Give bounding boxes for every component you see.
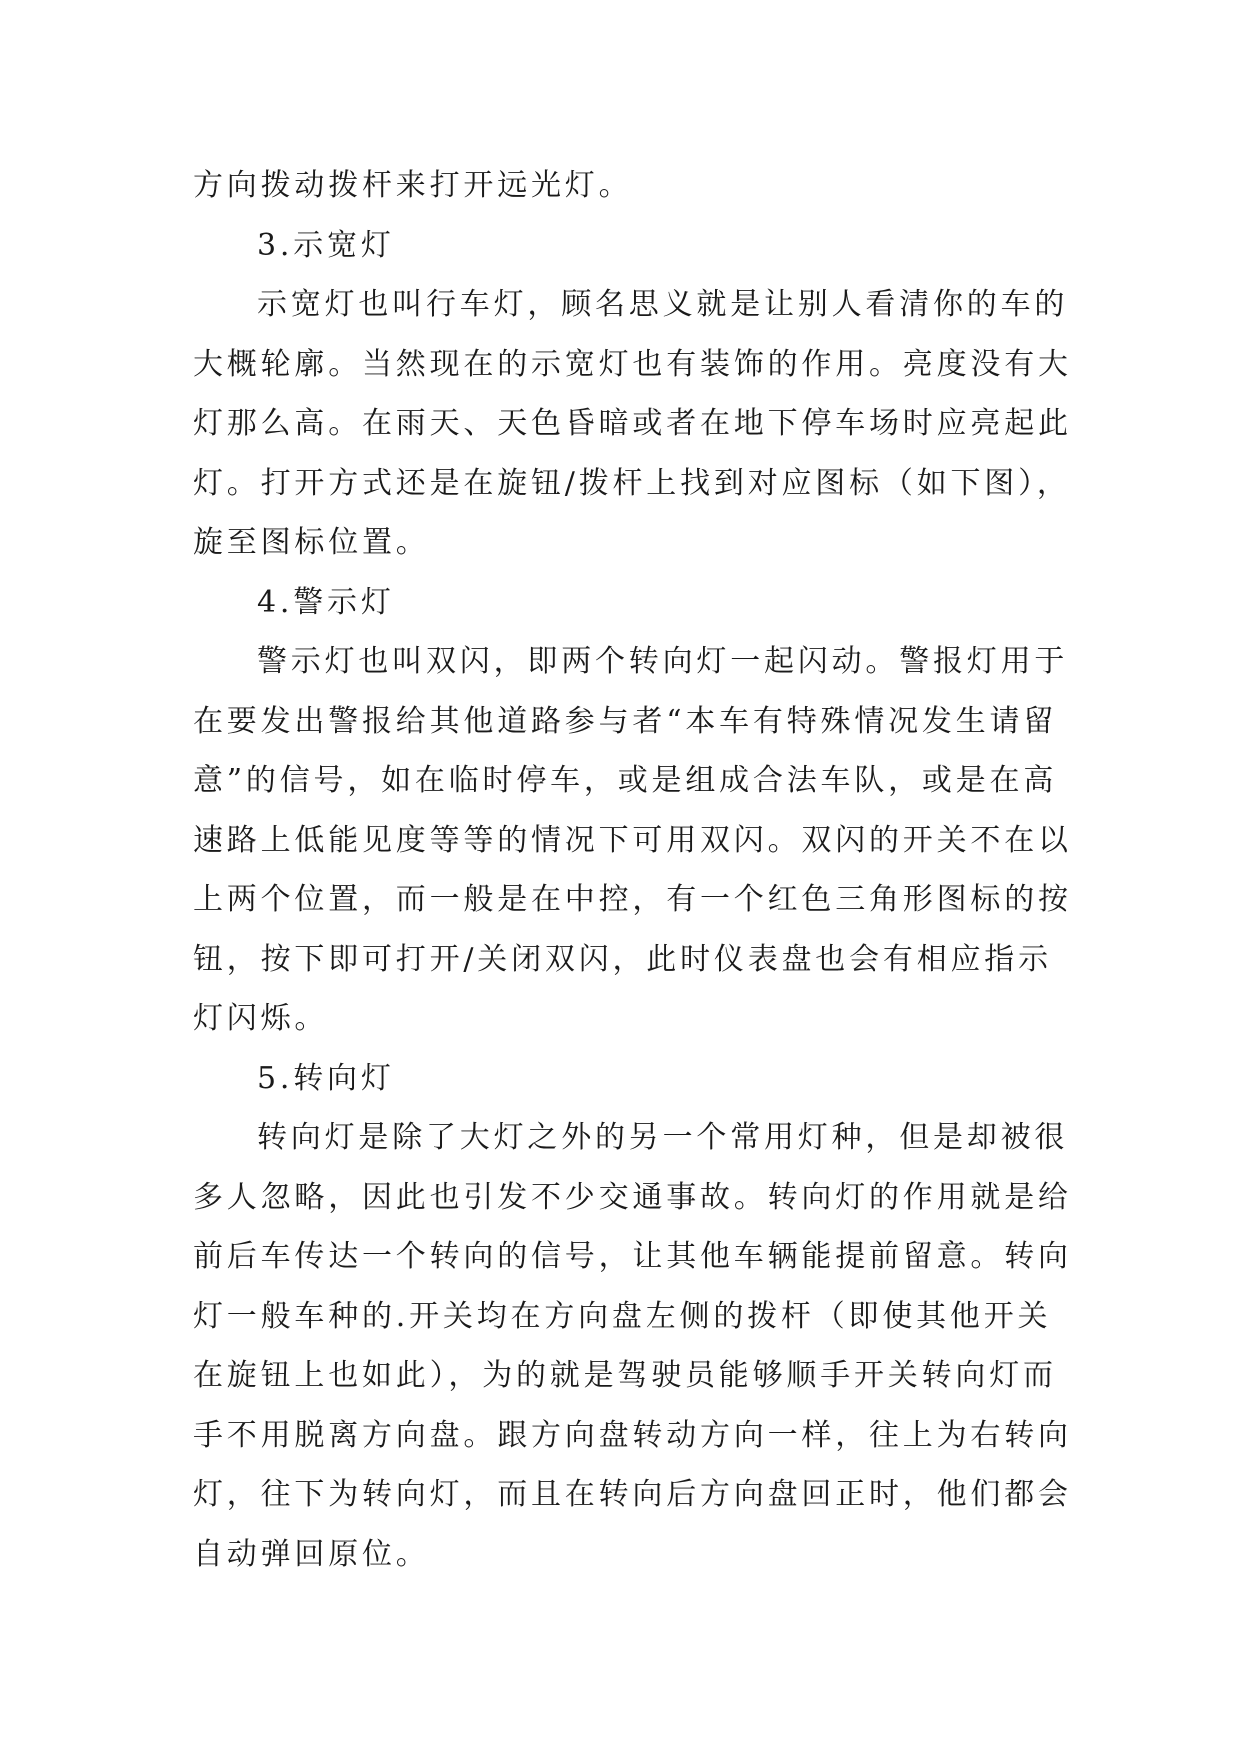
text-line: 在旋钮上也如此），为的就是驾驶员能够顺手开关转向灯而 xyxy=(193,1358,1057,1393)
section-heading-turn-signals: 5.转向灯 xyxy=(257,1060,395,1096)
text-line: 大概轮廓。当然现在的示宽灯也有装饰的作用。亮度没有大 xyxy=(193,346,1072,382)
text-line: 灯，往下为转向灯，而且在转向后方向盘回正时，他们都会 xyxy=(193,1477,1072,1512)
text-line: 意”的信号，如在临时停车，或是组成合法车队，或是在高 xyxy=(193,763,1058,798)
text-line: 速路上低能见度等等的情况下可用双闪。双闪的开关不在以 xyxy=(193,822,1072,858)
text-line: 转向灯是除了大灯之外的另一个常用灯种，但是却被很 xyxy=(257,1120,1069,1155)
section-heading-hazard-lights: 4.警示灯 xyxy=(257,584,395,620)
text-line: 旋至图标位置。 xyxy=(193,525,430,560)
text-line: 示宽灯也叫行车灯，顾名思义就是让别人看清你的车的 xyxy=(257,287,1069,322)
text-line: 前后车传达一个转向的信号，让其他车辆能提前留意。转向 xyxy=(193,1239,1072,1274)
text-line: 灯一般车种的.开关均在方向盘左侧的拨杆（即使其他开关 xyxy=(193,1298,1052,1334)
text-line: 在要发出警报给其他道路参与者“本车有特殊情况发生请留 xyxy=(193,703,1058,739)
text-line: 多人忽略，因此也引发不少交通事故。转向灯的作用就是给 xyxy=(193,1179,1072,1215)
text-line: 灯。打开方式还是在旋钮/拨杆上找到对应图标（如下图）， xyxy=(193,465,1071,501)
section-heading-position-lights: 3.示宽灯 xyxy=(257,227,395,263)
text-line: 警示灯也叫双闪，即两个转向灯一起闪动。警报灯用于 xyxy=(257,644,1069,679)
text-line: 灯闪烁。 xyxy=(193,1001,329,1036)
text-line: 方向拨动拨杆来打开远光灯。 xyxy=(193,168,633,203)
document-body xyxy=(193,156,1072,1584)
text-line: 灯那么高。在雨天、天色昏暗或者在地下停车场时应亮起此 xyxy=(193,406,1072,441)
text-line: 自动弹回原位。 xyxy=(193,1536,430,1572)
text-line: 上两个位置，而一般是在中控，有一个红色三角形图标的按 xyxy=(193,882,1072,917)
text-line: 钮，按下即可打开/关闭双闪，此时仪表盘也会有相应指示 xyxy=(193,941,1052,977)
text-line: 手不用脱离方向盘。跟方向盘转动方向一样，往上为右转向 xyxy=(193,1417,1072,1453)
